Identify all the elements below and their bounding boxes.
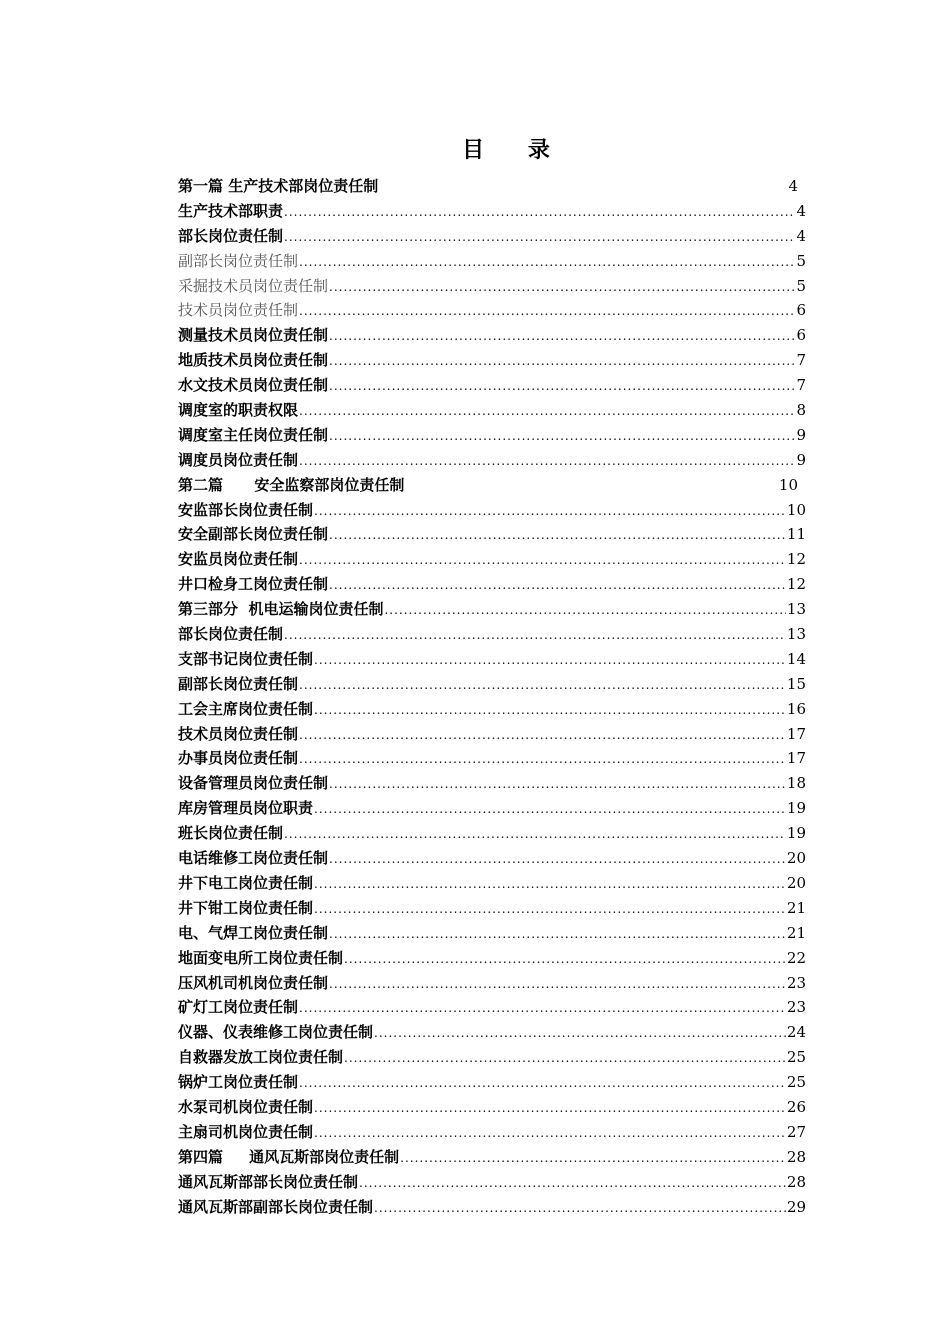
toc-entry-page: 5 xyxy=(796,251,806,270)
toc-entry-label: 压风机司机岗位责任制 xyxy=(178,973,329,992)
dot-leader xyxy=(299,673,786,698)
toc-entry-label: 第二篇 安全监察部岗位责任制 xyxy=(178,475,405,494)
toc-entry-page: 28 xyxy=(786,1147,806,1166)
toc-entry-label: 部长岗位责任制 xyxy=(178,226,284,245)
toc-entry-page: 9 xyxy=(796,450,806,469)
toc-entry[interactable] xyxy=(178,373,806,398)
toc-entry-label: 主扇司机岗位责任制 xyxy=(178,1122,314,1141)
toc-entry-label: 办事员岗位责任制 xyxy=(178,749,299,768)
toc-entry[interactable] xyxy=(178,796,806,821)
toc-entry-label: 设备管理员岗位责任制 xyxy=(178,774,329,793)
toc-entry[interactable] xyxy=(178,522,806,547)
toc-title: 目 录 xyxy=(462,137,568,163)
dot-leader xyxy=(329,972,786,997)
toc-entry-page: 21 xyxy=(786,898,806,917)
toc-entry-label: 第三部分 机电运输岗位责任制 xyxy=(178,600,384,619)
toc-entry[interactable] xyxy=(178,971,806,996)
dot-leader xyxy=(299,299,795,324)
dot-leader xyxy=(329,523,786,548)
dot-leader xyxy=(359,1171,786,1196)
toc-entry-label: 地质技术员岗位责任制 xyxy=(178,351,329,370)
toc-entry-page: 4 xyxy=(796,201,806,220)
toc-entry-page: 24 xyxy=(786,1023,806,1042)
toc-entry-label: 采掘技术员岗位责任制 xyxy=(178,276,329,295)
toc-entry-label: 调度员岗位责任制 xyxy=(178,450,299,469)
toc-entry-page: 6 xyxy=(796,301,806,320)
toc-entry-label: 安监员岗位责任制 xyxy=(178,550,299,569)
toc-entry[interactable] xyxy=(178,672,806,697)
toc-entry[interactable] xyxy=(178,274,806,299)
toc-entry-page: 28 xyxy=(786,1172,806,1191)
toc-entry-label: 调度室的职责权限 xyxy=(178,401,299,420)
toc-entry-page: 19 xyxy=(786,799,806,818)
toc-entry-label: 技术员岗位责任制 xyxy=(178,724,299,743)
toc-entry-label: 自救器发放工岗位责任制 xyxy=(178,1048,344,1067)
toc-entry-page: 10 xyxy=(786,500,806,519)
toc-entry-page: 25 xyxy=(786,1073,806,1092)
toc-entry-page: 9 xyxy=(796,425,806,444)
dot-leader xyxy=(299,250,795,275)
toc-entry[interactable] xyxy=(178,249,806,274)
toc-entry-page: 17 xyxy=(786,724,806,743)
toc-entry-page: 16 xyxy=(786,699,806,718)
toc-entry[interactable] xyxy=(178,647,806,672)
toc-entry[interactable] xyxy=(178,821,806,846)
toc-entry[interactable] xyxy=(178,1095,806,1120)
dot-leader xyxy=(329,772,786,797)
toc-entry-page: 27 xyxy=(786,1122,806,1141)
toc-entry-page: 12 xyxy=(786,550,806,569)
toc-entry-label: 第四篇 通风瓦斯部岗位责任制 xyxy=(178,1147,400,1166)
toc-entry[interactable] xyxy=(178,547,806,572)
toc-entry-page: 13 xyxy=(786,625,806,644)
dot-leader xyxy=(344,1046,786,1071)
toc-entry-label: 安全副部长岗位责任制 xyxy=(178,525,329,544)
dot-leader xyxy=(299,747,786,772)
dot-leader xyxy=(314,797,786,822)
toc-entry-page: 4 xyxy=(788,177,798,195)
toc-entry-label: 副部长岗位责任制 xyxy=(178,251,299,270)
dot-leader xyxy=(284,200,795,225)
dot-leader xyxy=(329,324,795,349)
toc-entry-label: 生产技术部职责 xyxy=(178,201,284,220)
toc-entry-label: 调度室主任岗位责任制 xyxy=(178,425,329,444)
dot-leader xyxy=(284,822,786,847)
dot-leader xyxy=(329,374,795,399)
dot-leader xyxy=(329,847,786,872)
toc-entry-label: 副部长岗位责任制 xyxy=(178,674,299,693)
toc-entry[interactable] xyxy=(178,1170,806,1195)
toc-entry[interactable] xyxy=(178,323,806,348)
dot-leader xyxy=(299,399,795,424)
toc-entry-page: 22 xyxy=(786,948,806,967)
dot-leader xyxy=(299,449,795,474)
toc-entry-label: 水文技术员岗位责任制 xyxy=(178,376,329,395)
toc-entry-label: 部长岗位责任制 xyxy=(178,625,284,644)
toc-entry[interactable] xyxy=(178,622,806,647)
toc-entry[interactable] xyxy=(178,448,806,473)
toc-entry[interactable] xyxy=(178,697,806,722)
toc-entry-label: 水泵司机岗位责任制 xyxy=(178,1097,314,1116)
toc-entry-page: 20 xyxy=(786,849,806,868)
toc-entry-page: 21 xyxy=(786,923,806,942)
dot-leader xyxy=(374,1196,786,1221)
toc-entry-page: 29 xyxy=(786,1197,806,1216)
dot-leader xyxy=(299,723,786,748)
toc-entry[interactable] xyxy=(178,174,806,199)
toc-entry[interactable] xyxy=(178,1070,806,1095)
toc-entry-page: 5 xyxy=(796,276,806,295)
dot-leader xyxy=(299,548,786,573)
toc-entry[interactable] xyxy=(178,298,806,323)
toc-entry-page: 20 xyxy=(786,873,806,892)
toc-entry-page: 25 xyxy=(786,1048,806,1067)
toc-entry-page: 13 xyxy=(786,600,806,619)
toc-entry-label: 工会主席岗位责任制 xyxy=(178,699,314,718)
toc-entry[interactable] xyxy=(178,597,806,622)
toc-entry-label: 井下钳工岗位责任制 xyxy=(178,898,314,917)
toc-entry[interactable] xyxy=(178,871,806,896)
toc-entry[interactable] xyxy=(178,199,806,224)
toc-entry-label: 电、气焊工岗位责任制 xyxy=(178,923,329,942)
toc-entry-label: 支部书记岗位责任制 xyxy=(178,649,314,668)
dot-leader xyxy=(284,623,786,648)
toc-entry[interactable] xyxy=(178,946,806,971)
dot-leader xyxy=(329,922,786,947)
toc-entry-page: 17 xyxy=(786,749,806,768)
toc-entry-label: 安监部长岗位责任制 xyxy=(178,500,314,519)
toc-entry-page: 11 xyxy=(786,525,806,544)
toc-entry-page: 12 xyxy=(786,575,806,594)
toc-entry-page: 18 xyxy=(786,774,806,793)
table-of-contents xyxy=(178,174,806,1219)
toc-entry-label: 地面变电所工岗位责任制 xyxy=(178,948,344,967)
toc-entry[interactable] xyxy=(178,473,806,498)
toc-entry[interactable] xyxy=(178,224,806,249)
toc-entry[interactable] xyxy=(178,1045,806,1070)
dot-leader xyxy=(284,225,795,250)
dot-leader xyxy=(329,275,795,300)
toc-entry[interactable] xyxy=(178,1020,806,1045)
dot-leader xyxy=(314,1096,786,1121)
toc-entry[interactable] xyxy=(178,921,806,946)
toc-entry-page: 23 xyxy=(786,998,806,1017)
dot-leader xyxy=(374,1021,786,1046)
toc-entry[interactable] xyxy=(178,896,806,921)
toc-entry[interactable] xyxy=(178,1120,806,1145)
toc-entry[interactable] xyxy=(178,348,806,373)
toc-entry-page: 8 xyxy=(796,401,806,420)
toc-entry[interactable] xyxy=(178,398,806,423)
dot-leader xyxy=(299,1071,786,1096)
toc-entry-page: 15 xyxy=(786,674,806,693)
dot-leader xyxy=(344,947,786,972)
dot-leader xyxy=(384,598,785,623)
toc-entry[interactable] xyxy=(178,771,806,796)
dot-leader xyxy=(314,872,786,897)
dot-leader xyxy=(314,648,786,673)
toc-entry[interactable] xyxy=(178,423,806,448)
toc-entry-label: 技术员岗位责任制 xyxy=(178,301,299,320)
dot-leader xyxy=(299,996,786,1021)
dot-leader xyxy=(329,573,786,598)
toc-entry[interactable] xyxy=(178,746,806,771)
toc-entry[interactable] xyxy=(178,498,806,523)
toc-entry-label: 锅炉工岗位责任制 xyxy=(178,1073,299,1092)
toc-entry-label: 矿灯工岗位责任制 xyxy=(178,998,299,1017)
toc-entry[interactable] xyxy=(178,722,806,747)
toc-entry-page: 14 xyxy=(786,649,806,668)
toc-entry-label: 电话维修工岗位责任制 xyxy=(178,849,329,868)
toc-entry-label: 通风瓦斯部副部长岗位责任制 xyxy=(178,1197,374,1216)
dot-leader xyxy=(329,424,795,449)
toc-entry[interactable] xyxy=(178,1195,806,1220)
toc-entry[interactable] xyxy=(178,572,806,597)
toc-entry[interactable] xyxy=(178,1145,806,1170)
toc-entry[interactable] xyxy=(178,846,806,871)
toc-entry-label: 班长岗位责任制 xyxy=(178,824,284,843)
toc-entry-page: 4 xyxy=(796,226,806,245)
dot-leader xyxy=(314,1121,786,1146)
toc-entry-page: 23 xyxy=(786,973,806,992)
toc-entry-label: 通风瓦斯部部长岗位责任制 xyxy=(178,1172,359,1191)
toc-entry-page: 19 xyxy=(786,824,806,843)
toc-entry-page: 26 xyxy=(786,1097,806,1116)
toc-entry-page: 7 xyxy=(796,351,806,370)
toc-entry-label: 井下电工岗位责任制 xyxy=(178,873,314,892)
dot-leader xyxy=(314,897,786,922)
toc-entry-label: 第一篇 生产技术部岗位责任制 xyxy=(178,177,379,195)
dot-leader xyxy=(314,698,786,723)
toc-entry-label: 库房管理员岗位职责 xyxy=(178,799,314,818)
toc-entry-page: 10 xyxy=(778,475,798,494)
toc-entry-label: 测量技术员岗位责任制 xyxy=(178,326,329,345)
toc-entry-label: 仪器、仪表维修工岗位责任制 xyxy=(178,1023,374,1042)
toc-entry-page: 6 xyxy=(796,326,806,345)
toc-entry-label: 井口检身工岗位责任制 xyxy=(178,575,329,594)
toc-entry[interactable] xyxy=(178,995,806,1020)
dot-leader xyxy=(400,1146,786,1171)
toc-entry-page: 7 xyxy=(796,376,806,395)
dot-leader xyxy=(314,499,786,524)
dot-leader xyxy=(329,349,795,374)
